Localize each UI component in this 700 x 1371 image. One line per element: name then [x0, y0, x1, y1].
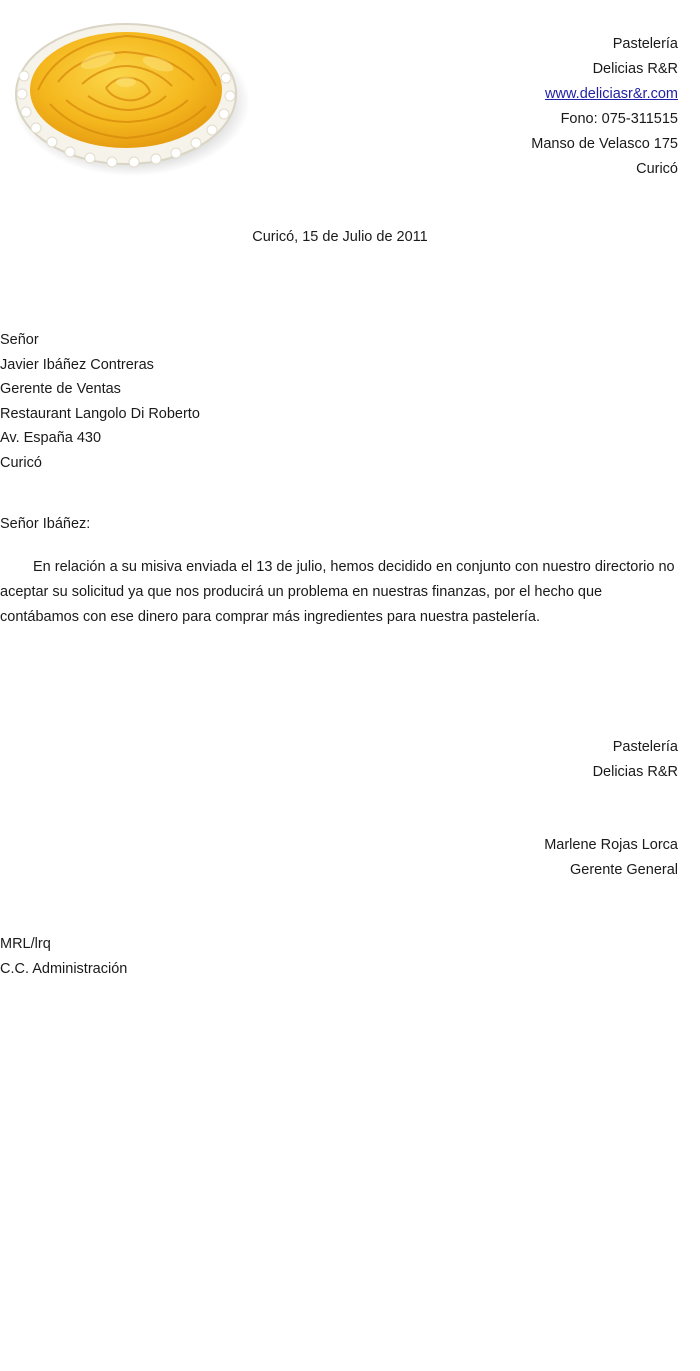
signature-block	[544, 833, 678, 882]
recipient-position: Gerente de Ventas	[0, 381, 121, 398]
signer-name: Marlene Rojas Lorca	[544, 837, 678, 853]
recipient-name: Javier Ibáñez Contreras	[0, 356, 154, 373]
recipient-company: Restaurant Langolo Di Roberto	[0, 405, 200, 422]
sender-line-2: Delicias R&R	[592, 61, 678, 77]
recipient-city: Curicó	[0, 454, 42, 471]
website-link[interactable]: www.deliciasr&r.com	[545, 86, 678, 102]
sender-city: Curicó	[636, 161, 678, 177]
closing-line-1: Pastelería	[612, 739, 678, 755]
salutation: Señor Ibáñez:	[0, 516, 91, 532]
sender-line-1: Pastelería	[612, 36, 678, 52]
sender-address: Manso de Velasco 175	[531, 136, 678, 152]
recipient-address: Av. España 430	[0, 430, 102, 447]
reference-initials: MRL/lrq	[0, 936, 51, 952]
closing-line-2: Delicias R&R	[592, 763, 678, 780]
date-line: Curicó, 15 de Julio de 2011	[252, 229, 428, 245]
signer-role: Gerente General	[569, 861, 678, 878]
cake-logo	[8, 4, 252, 180]
sender-block	[531, 32, 678, 182]
recipient-title: Señor	[0, 332, 39, 348]
recipient-block	[0, 328, 200, 476]
closing-block	[593, 735, 678, 784]
carbon-copy: C.C. Administración	[0, 960, 128, 977]
sender-phone: Fono: 075-311515	[560, 111, 678, 127]
references-block	[0, 932, 127, 981]
letter-body: En relación a su misiva enviada el 13 de julio, hemos decidido en conjunto con nuestro directorio no aceptar su solicitud ya que nos producirá un problema en nuestras finanzas, por el hecho que contábamos con ese dinero para comprar más ingredientes para nuestra pastelería.	[0, 559, 675, 625]
